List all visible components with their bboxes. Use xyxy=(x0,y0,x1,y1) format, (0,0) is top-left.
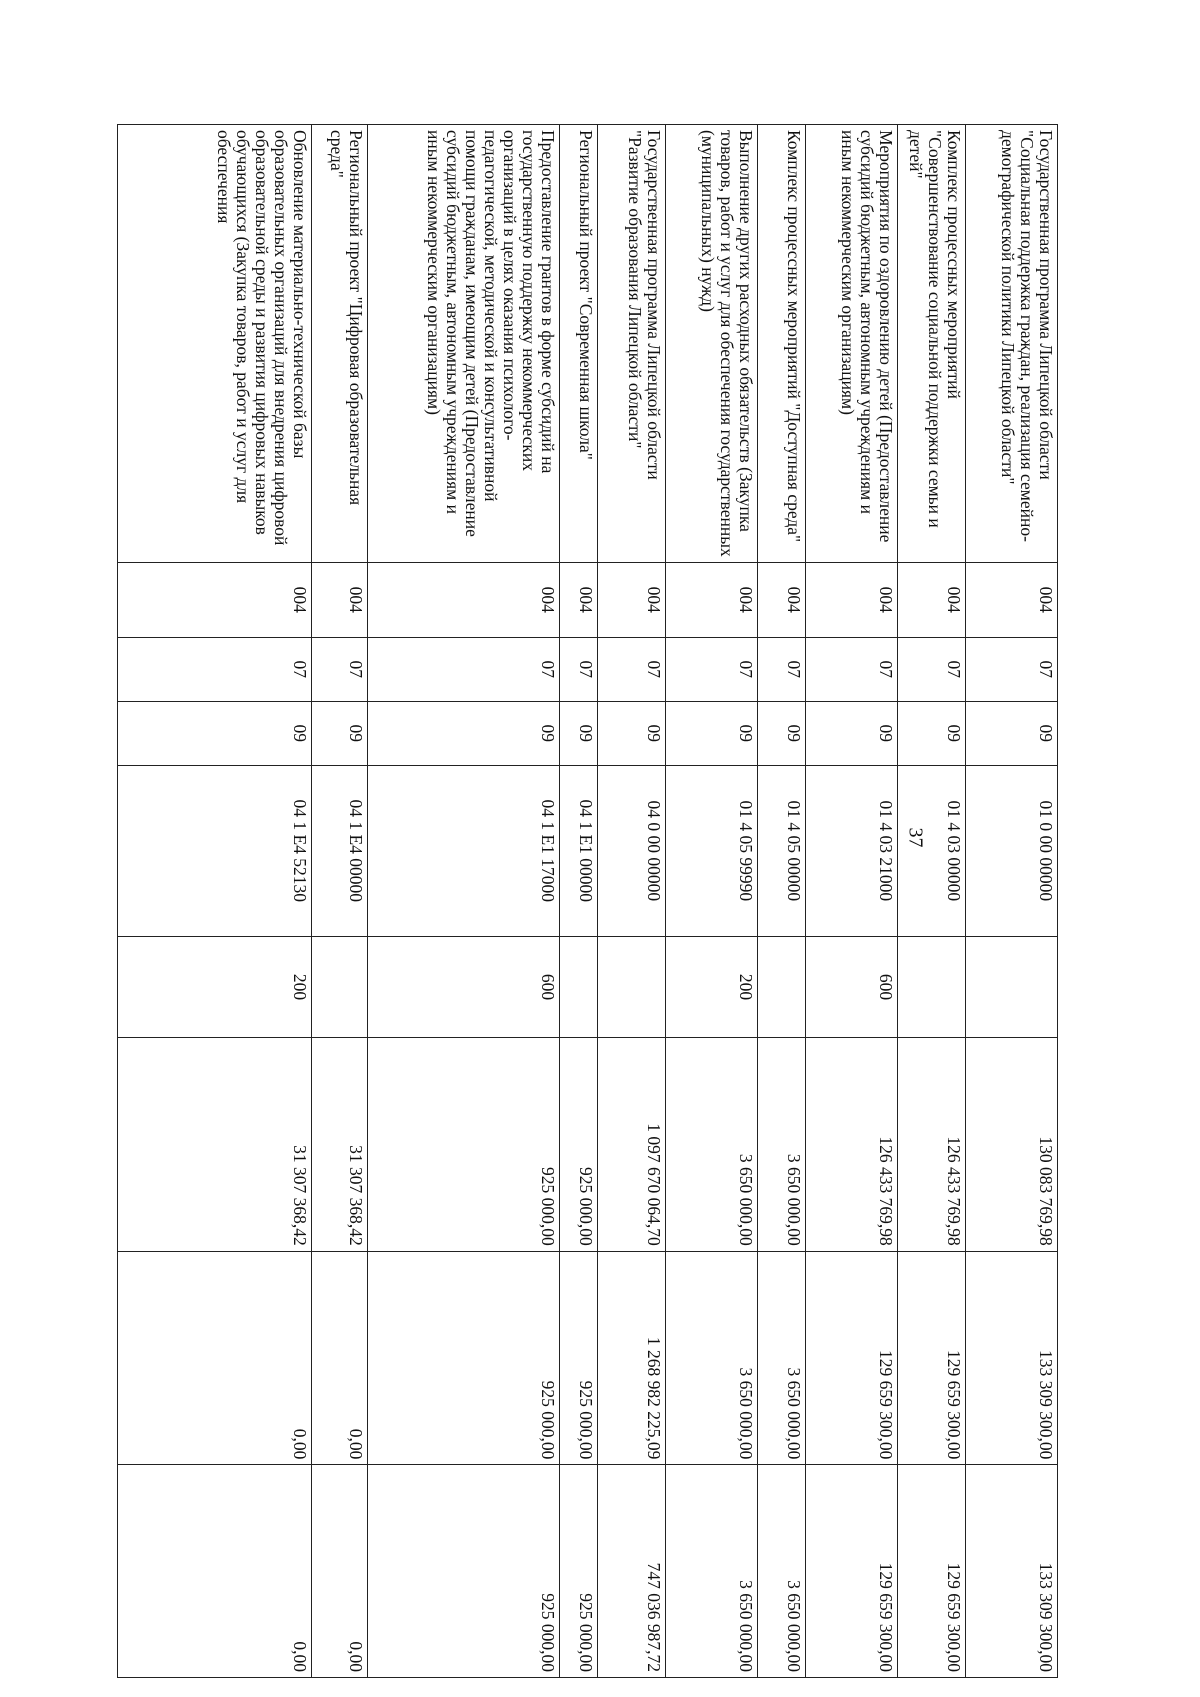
amount-year2-cell: 129 659 300,00 xyxy=(898,1251,966,1465)
subsection-cell: 09 xyxy=(368,701,560,765)
table-row xyxy=(666,125,758,1678)
expense-type-cell xyxy=(560,936,598,1037)
amount-year2-cell: 3 650 000,00 xyxy=(758,1251,806,1465)
expense-type-cell xyxy=(966,936,1058,1037)
row-name-cell: Комплекс процессных мероприятий "Совершенствование социальной поддержки семьи и детей" xyxy=(898,125,966,563)
amount-year1-cell: 126 433 769,98 xyxy=(806,1038,898,1252)
target-article-cell: 04 1 E4 00000 xyxy=(312,765,368,936)
subsection-cell: 09 xyxy=(898,701,966,765)
table-row xyxy=(806,125,898,1678)
amount-year3-cell: 0,00 xyxy=(118,1465,312,1678)
row-name-cell: Региональный проект "Цифровая образовательная среда" xyxy=(312,125,368,563)
table-row xyxy=(312,125,368,1678)
subsection-cell: 09 xyxy=(118,701,312,765)
ministry-code-cell: 004 xyxy=(898,562,966,637)
subsection-cell: 09 xyxy=(666,701,758,765)
subsection-cell: 09 xyxy=(598,701,666,765)
amount-year2-cell: 0,00 xyxy=(312,1251,368,1465)
row-name-cell: Мероприятия по оздоровлению детей (Предоставление субсидий бюджетным, автономным учреждениям и иным некоммерческим организациям) xyxy=(806,125,898,563)
subsection-cell: 09 xyxy=(758,701,806,765)
amount-year1-cell: 31 307 368,42 xyxy=(118,1038,312,1252)
amount-year2-cell: 925 000,00 xyxy=(368,1251,560,1465)
amount-year3-cell: 925 000,00 xyxy=(560,1465,598,1678)
amount-year3-cell: 133 309 300,00 xyxy=(966,1465,1058,1678)
subsection-cell: 09 xyxy=(806,701,898,765)
section-cell: 07 xyxy=(598,637,666,701)
ministry-code-cell: 004 xyxy=(312,562,368,637)
target-article-cell: 01 4 03 00000 xyxy=(898,765,966,936)
row-name-cell: Комплекс процессных мероприятий "Доступная среда" xyxy=(758,125,806,563)
target-article-cell: 01 0 00 00000 xyxy=(966,765,1058,936)
expense-type-cell xyxy=(758,936,806,1037)
amount-year3-cell: 925 000,00 xyxy=(368,1465,560,1678)
target-article-cell: 01 4 05 99990 xyxy=(666,765,758,936)
expense-type-cell: 600 xyxy=(368,936,560,1037)
expense-type-cell: 200 xyxy=(118,936,312,1037)
target-article-cell: 04 1 E4 52130 xyxy=(118,765,312,936)
section-cell: 07 xyxy=(560,637,598,701)
expense-type-cell: 200 xyxy=(666,936,758,1037)
amount-year3-cell: 129 659 300,00 xyxy=(806,1465,898,1678)
table-row xyxy=(898,125,966,1678)
row-name-cell: Региональный проект "Современная школа" xyxy=(560,125,598,563)
row-name-cell: Выполнение других расходных обязательств (Закупка товаров, работ и услуг для обеспечения государственных (муниципальных) нужд) xyxy=(666,125,758,563)
amount-year2-cell: 925 000,00 xyxy=(560,1251,598,1465)
section-cell: 07 xyxy=(312,637,368,701)
ministry-code-cell: 004 xyxy=(368,562,560,637)
amount-year1-cell: 126 433 769,98 xyxy=(898,1038,966,1252)
ministry-code-cell: 004 xyxy=(758,562,806,637)
table-row xyxy=(368,125,560,1678)
amount-year3-cell: 3 650 000,00 xyxy=(758,1465,806,1678)
row-name-cell: Государственная программа Липецкой области "Социальная поддержка граждан, реализация семейно-демографической политики Липецкой области" xyxy=(966,125,1058,563)
target-article-cell: 01 4 03 21000 xyxy=(806,765,898,936)
amount-year1-cell: 3 650 000,00 xyxy=(666,1038,758,1252)
amount-year1-cell: 3 650 000,00 xyxy=(758,1038,806,1252)
subsection-cell: 09 xyxy=(560,701,598,765)
section-cell: 07 xyxy=(666,637,758,701)
section-cell: 07 xyxy=(758,637,806,701)
amount-year1-cell: 130 083 769,98 xyxy=(966,1038,1058,1252)
amount-year1-cell: 1 097 670 064,70 xyxy=(598,1038,666,1252)
amount-year3-cell: 747 036 987,72 xyxy=(598,1465,666,1678)
subsection-cell: 09 xyxy=(966,701,1058,765)
table-row xyxy=(560,125,598,1678)
section-cell: 07 xyxy=(898,637,966,701)
amount-year3-cell: 129 659 300,00 xyxy=(898,1465,966,1678)
row-name-cell: Государственная программа Липецкой области "Развитие образования Липецкой области" xyxy=(598,125,666,563)
ministry-code-cell: 004 xyxy=(666,562,758,637)
target-article-cell: 01 4 05 00000 xyxy=(758,765,806,936)
table-row xyxy=(598,125,666,1678)
amount-year3-cell: 3 650 000,00 xyxy=(666,1465,758,1678)
table-row xyxy=(758,125,806,1678)
amount-year1-cell: 925 000,00 xyxy=(560,1038,598,1252)
table-row xyxy=(966,125,1058,1678)
row-name-cell: Обновление материально-технической базы образовательных организаций для внедрения цифровой образовательной среды и развития цифровых навыков обучающихся (Закупка товаров, работ и услуг для обеспечения xyxy=(118,125,312,563)
expense-type-cell xyxy=(598,936,666,1037)
amount-year1-cell: 31 307 368,42 xyxy=(312,1038,368,1252)
section-cell: 07 xyxy=(368,637,560,701)
section-cell: 07 xyxy=(118,637,312,701)
budget-table xyxy=(117,124,1058,1678)
amount-year2-cell: 0,00 xyxy=(118,1251,312,1465)
ministry-code-cell: 004 xyxy=(118,562,312,637)
ministry-code-cell: 004 xyxy=(806,562,898,637)
expense-type-cell xyxy=(312,936,368,1037)
expense-type-cell xyxy=(898,936,966,1037)
target-article-cell: 04 1 E1 17000 xyxy=(368,765,560,936)
amount-year2-cell: 1 268 982 225,09 xyxy=(598,1251,666,1465)
ministry-code-cell: 004 xyxy=(966,562,1058,637)
target-article-cell: 04 1 E1 00000 xyxy=(560,765,598,936)
amount-year2-cell: 129 659 300,00 xyxy=(806,1251,898,1465)
section-cell: 07 xyxy=(966,637,1058,701)
ministry-code-cell: 004 xyxy=(560,562,598,637)
expense-type-cell: 600 xyxy=(806,936,898,1037)
amount-year2-cell: 3 650 000,00 xyxy=(666,1251,758,1465)
row-name-cell: Предоставление грантов в форме субсидий на государственную поддержку некоммерческих организаций в целях оказания психолого-педагогической, методической и консультативной помощи гражданам, имеющим детей (Предоставление субсидий бюджетным, автономным учреждениям и иным некоммерческим организациям) xyxy=(368,125,560,563)
table-row xyxy=(118,125,312,1678)
table-body xyxy=(118,125,1058,1678)
ministry-code-cell: 004 xyxy=(598,562,666,637)
section-cell: 07 xyxy=(806,637,898,701)
amount-year1-cell: 925 000,00 xyxy=(368,1038,560,1252)
subsection-cell: 09 xyxy=(312,701,368,765)
page-number: 37 xyxy=(904,827,927,848)
rotated-table-container xyxy=(118,124,1058,1678)
amount-year3-cell: 0,00 xyxy=(312,1465,368,1678)
amount-year2-cell: 133 309 300,00 xyxy=(966,1251,1058,1465)
target-article-cell: 04 0 00 00000 xyxy=(598,765,666,936)
